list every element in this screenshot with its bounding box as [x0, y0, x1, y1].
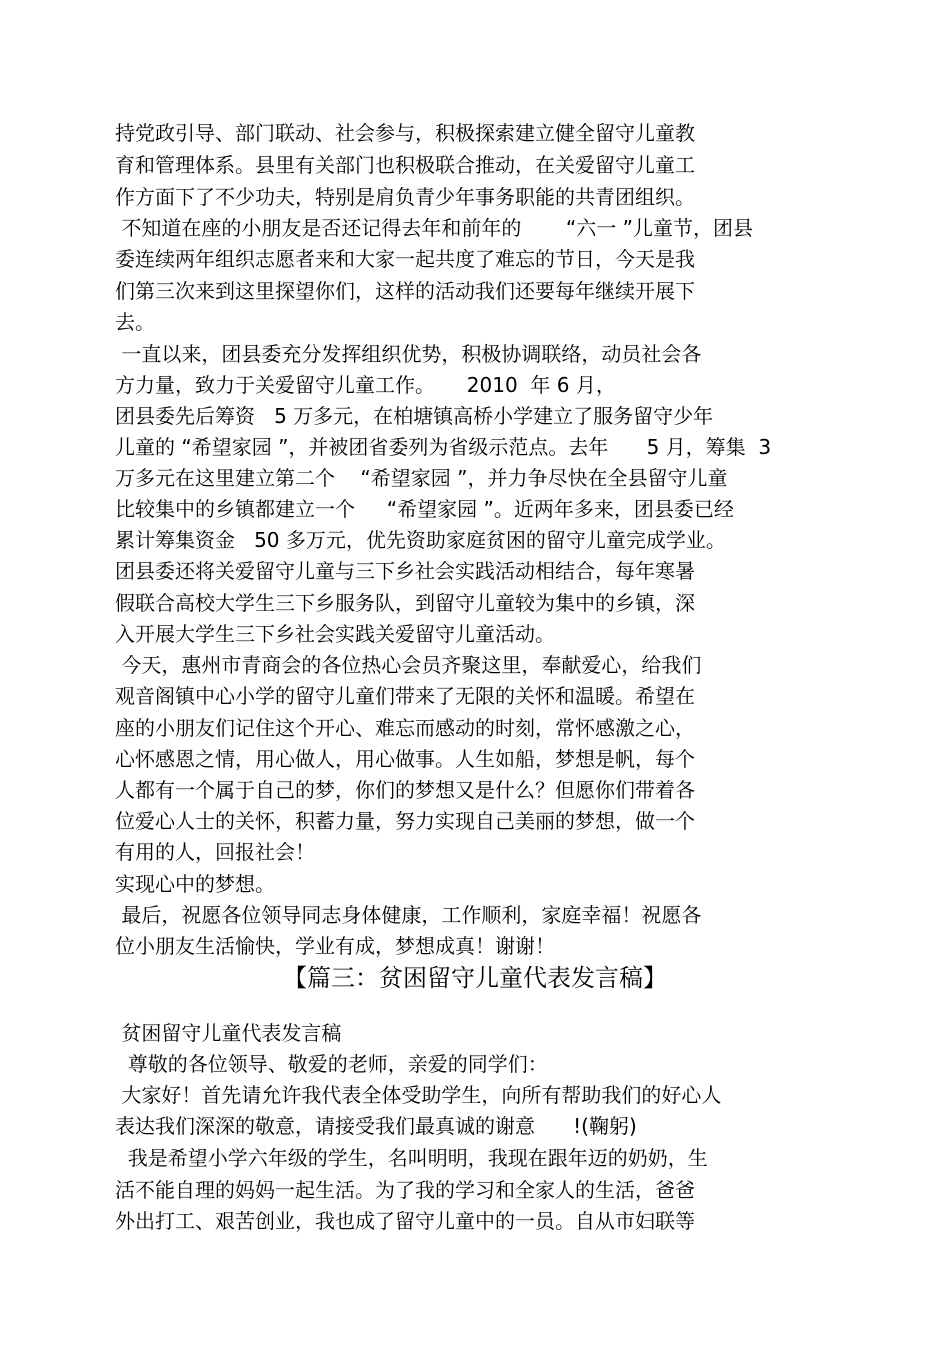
- paragraph-line: 我是希望小学六年级的学生，名叫明明，我现在跟年迈的奶奶，生: [115, 1146, 708, 1170]
- paragraph-line: 观音阁镇中心小学的留守儿童们带来了无限的关怀和温暖。希望在: [115, 684, 695, 708]
- paragraph-line: 尊敬的各位领导、敬爱的老师，亲爱的同学们：: [115, 1052, 548, 1076]
- paragraph-line: 累计筹集资金 50 多万元，优先资助家庭贫困的留守儿童完成学业。: [115, 528, 726, 552]
- paragraph-line: 有用的人，回报社会！: [115, 840, 315, 864]
- paragraph-line: 位爱心人士的关怀，积蓄力量，努力实现自己美丽的梦想，做一个: [115, 809, 695, 833]
- paragraph-line: 活不能自理的妈妈一起生活。为了我的学习和全家人的生活，爸爸: [115, 1178, 695, 1202]
- paragraph-line: 委连续两年组织志愿者来和大家一起共度了难忘的节日，今天是我: [115, 247, 695, 271]
- paragraph-line: 大家好！首先请允许我代表全体受助学生，向所有帮助我们的好心人: [115, 1083, 722, 1107]
- paragraph-line: 一直以来，团县委充分发挥组织优势，积极协调联络，动员社会各: [115, 342, 702, 366]
- section-heading: 【篇三：贫困留守儿童代表发言稿】: [283, 964, 667, 992]
- paragraph-line: 团县委还将关爱留守儿童与三下乡社会实践活动相结合，每年寒暑: [115, 559, 695, 583]
- paragraph-line: 万多元在这里建立第二个 “希望家园 ”，并力争尽快在全县留守儿童: [115, 466, 728, 490]
- paragraph-line: 外出打工、艰苦创业，我也成了留守儿童中的一员。自从市妇联等: [115, 1209, 695, 1233]
- paragraph-line: 贫困留守儿童代表发言稿: [115, 1021, 342, 1045]
- paragraph-line: 心怀感恩之情，用心做人，用心做事。人生如船，梦想是帆，每个: [115, 747, 695, 771]
- paragraph-line: 持党政引导、部门联动、社会参与，积极探索建立健全留守儿童教: [115, 121, 695, 145]
- paragraph-line: 最后，祝愿各位领导同志身体健康，工作顺利，家庭幸福！祝愿各: [115, 903, 702, 927]
- paragraph-line: 们第三次来到这里探望你们，这样的活动我们还要每年继续开展下: [115, 279, 695, 303]
- paragraph-line: 比较集中的乡镇都建立一个 “希望家园 ”。近两年多来，团县委已经: [115, 497, 734, 521]
- paragraph-line: 不知道在座的小朋友是否还记得去年和前年的 “六一 ”儿童节，团县: [115, 216, 753, 240]
- paragraph-line: 位小朋友生活愉快，学业有成，梦想成真！谢谢！: [115, 934, 555, 958]
- paragraph-line: 座的小朋友们记住这个开心、难忘而感动的时刻，常怀感激之心，: [115, 716, 695, 740]
- paragraph-line: 方力量，致力于关爱留守儿童工作。 2010 年 6 月，: [115, 373, 616, 397]
- paragraph-line: 儿童的 “希望家园 ”，并被团省委列为省级示范点。去年 5 月，筹集 3: [115, 435, 772, 459]
- paragraph-line: 假联合高校大学生三下乡服务队，到留守儿童较为集中的乡镇，深: [115, 591, 695, 615]
- paragraph-line: 实现心中的梦想。: [115, 872, 275, 896]
- paragraph-line: 育和管理体系。县里有关部门也积极联合推动，在关爱留守儿童工: [115, 153, 695, 177]
- paragraph-line: 去。: [115, 310, 155, 334]
- paragraph-line: 表达我们深深的敬意，请接受我们最真诚的谢意 !(鞠躬): [115, 1114, 637, 1138]
- paragraph-line: 团县委先后筹资 5 万多元，在柏塘镇高桥小学建立了服务留守少年: [115, 404, 714, 428]
- paragraph-line: 今天，惠州市青商会的各位热心会员齐聚这里，奉献爱心，给我们: [115, 653, 702, 677]
- paragraph-line: 入开展大学生三下乡社会实践关爱留守儿童活动。: [115, 622, 555, 646]
- paragraph-line: 作方面下了不少功夫，特别是肩负青少年事务职能的共青团组织。: [115, 185, 695, 209]
- paragraph-line: 人都有一个属于自己的梦，你们的梦想又是什么？但愿你们带着各: [115, 778, 695, 802]
